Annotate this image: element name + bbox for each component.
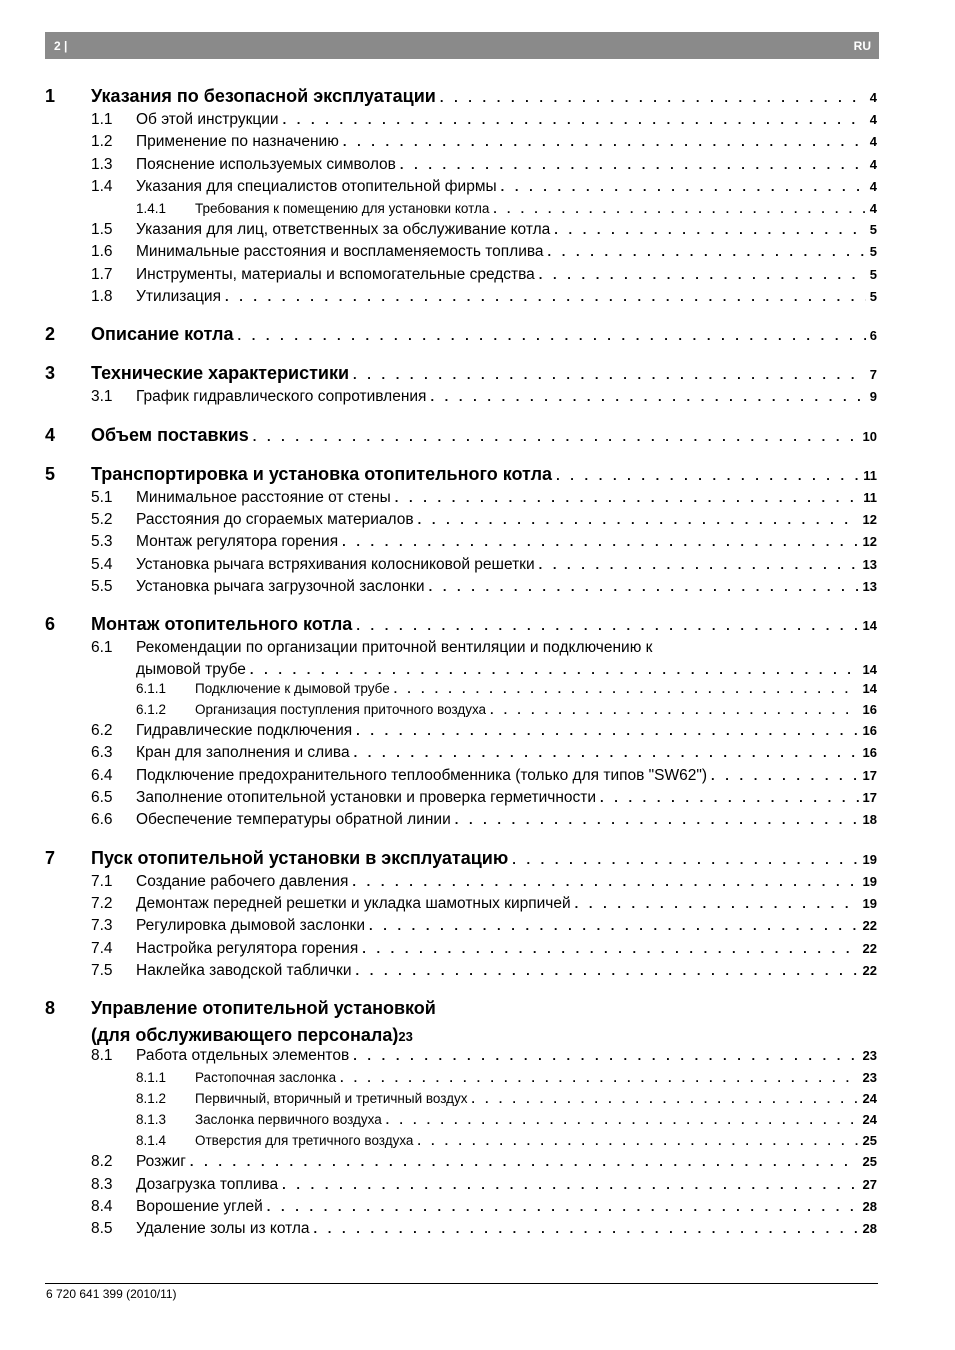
toc-entry-8-1[interactable]: [45, 1046, 877, 1068]
toc-title: Технические характеристики: [91, 363, 350, 384]
toc-leader-dots: [394, 682, 859, 696]
toc-number: 4: [45, 424, 56, 445]
toc-page-number: 14: [862, 662, 877, 678]
toc-leader-dots: [225, 289, 866, 304]
toc-entry-8-2[interactable]: [45, 1152, 877, 1174]
toc-number: 8: [45, 998, 56, 1019]
toc-leader-dots: [490, 703, 858, 717]
toc-title: Удаление золы из котла: [136, 1220, 310, 1238]
toc-number: 1.1: [91, 111, 113, 128]
toc-leader-dots: [548, 244, 866, 259]
toc-leader-dots: [343, 134, 866, 149]
toc-title: Обеспечение температуры обратной линии: [136, 811, 451, 829]
toc-page-number: 16: [862, 723, 877, 739]
toc-page-number: 10: [862, 428, 877, 444]
toc-entry-2[interactable]: [45, 322, 877, 348]
toc-number: 1: [45, 86, 56, 106]
toc-page-number: 6: [869, 328, 877, 344]
toc-leader-dots: [400, 157, 866, 172]
toc-entry-7-3[interactable]: [45, 916, 877, 938]
toc-leader-dots: [430, 389, 865, 404]
toc-number: 5: [45, 463, 56, 484]
toc-leader-dots: [314, 1221, 859, 1236]
toc-title: График гидравлического сопротивления: [136, 388, 427, 406]
toc-title: Расстояния до сгораемых материалов: [136, 510, 414, 528]
toc-number: 7.1: [91, 872, 113, 890]
toc-entry-5-5[interactable]: [45, 577, 877, 599]
toc-title: Указания по безопасной эксплуатации: [91, 86, 436, 106]
toc-title: Настройка регулятора горения: [136, 939, 359, 957]
toc-entry-8-5[interactable]: [45, 1219, 877, 1241]
toc-leader-dots: [395, 490, 859, 505]
toc-title: Объем поставкиs: [91, 424, 249, 445]
toc-entry-8-1-4[interactable]: [45, 1131, 877, 1152]
toc-page-number: 16: [862, 702, 877, 718]
toc-leader-dots: [455, 812, 859, 827]
toc-page-number: 19: [862, 851, 877, 867]
toc-page-number: 4: [869, 178, 877, 194]
toc-number: 7.3: [91, 917, 113, 935]
toc-page-number: 23: [862, 1070, 877, 1086]
toc-entry-7-4[interactable]: [45, 939, 877, 961]
toc-leader-dots: [353, 1048, 858, 1063]
toc-leader-dots: [539, 267, 866, 282]
toc-number: 1.2: [91, 133, 113, 151]
toc-title: Дозагрузка топлива: [136, 1175, 279, 1193]
toc-leader-dots: [250, 662, 859, 677]
toc-page-number: 4: [869, 112, 877, 127]
table-of-contents: [45, 84, 877, 1242]
toc-number: 8.3: [91, 1175, 113, 1193]
toc-entry-5-4[interactable]: [45, 555, 877, 577]
toc-page-number: 4: [869, 201, 877, 217]
toc-entry-6-1-2[interactable]: [45, 700, 877, 721]
toc-leader-dots: [539, 557, 859, 572]
toc-title: Демонтаж передней решетки и укладка шамотных кирпичей: [136, 894, 571, 912]
toc-number: 7.5: [91, 961, 113, 979]
toc-entry-4[interactable]: [45, 423, 877, 449]
toc-number: 5.4: [91, 555, 113, 573]
toc-number: 6.5: [91, 789, 113, 807]
toc-page-number: 25: [862, 1154, 877, 1170]
toc-page-number: 13: [862, 556, 877, 572]
toc-leader-dots: [554, 222, 866, 237]
toc-title: Монтаж отопительного котла: [91, 614, 353, 635]
toc-title: Инструменты, материалы и вспомогательные средства: [136, 265, 535, 283]
toc-title: Отверстия для третичного воздуха: [195, 1133, 414, 1149]
toc-entry-6-4[interactable]: [45, 766, 877, 788]
toc-leader-dots: [493, 202, 865, 216]
toc-title: Об этой инструкции: [136, 111, 279, 128]
toc-number: 7: [45, 847, 56, 868]
toc-entry-6-1-1[interactable]: [45, 679, 877, 700]
toc-title: Пуск отопительной установки в эксплуатацию: [91, 847, 509, 868]
toc-entry-6-5[interactable]: [45, 788, 877, 810]
toc-title: Указания для специалистов отопительной фирмы: [136, 177, 497, 195]
toc-entry-5[interactable]: [45, 462, 877, 488]
toc-page-number: 5: [869, 244, 877, 260]
toc-title: Утилизация: [136, 288, 221, 306]
toc-title: Заслонка первичного воздуха: [195, 1112, 382, 1128]
toc-number: 1.7: [91, 265, 113, 283]
toc-title: Регулировка дымовой заслонки: [136, 917, 365, 935]
toc-title-line1: Рекомендации по организации приточной вентиляции и подключению к: [136, 639, 653, 657]
toc-title: дымовой трубе: [136, 661, 246, 679]
toc-page-number: 11: [863, 489, 877, 505]
toc-page-number: 14: [862, 681, 877, 697]
toc-title: Минимальное расстояние от стены: [136, 488, 391, 506]
toc-leader-dots: [342, 534, 858, 549]
toc-number: 1.6: [91, 243, 113, 261]
toc-title: Кран для заполнения и слива: [136, 744, 350, 762]
toc-entry-7-5[interactable]: [45, 961, 877, 983]
toc-leader-dots: [356, 723, 858, 738]
toc-entry-8[interactable]: [45, 996, 877, 1046]
toc-number: 6.2: [91, 722, 113, 740]
toc-entry-7[interactable]: [45, 846, 877, 872]
toc-leader-dots: [253, 429, 859, 444]
toc-page-number: 27: [862, 1176, 877, 1192]
toc-number: 6.1: [91, 639, 113, 657]
toc-page-number: 18: [862, 812, 877, 828]
toc-page-number: 5: [869, 289, 877, 305]
toc-leader-dots: [512, 852, 858, 867]
toc-leader-dots: [283, 112, 866, 127]
toc-page-number: 7: [869, 367, 877, 383]
toc-number: 6: [45, 614, 56, 635]
toc-entry-1-3[interactable]: [45, 155, 877, 177]
toc-title: Наклейка заводской таблички: [136, 961, 352, 979]
toc-entry-8-1-1[interactable]: [45, 1068, 877, 1089]
toc-title: Требования к помещению для установки котла: [195, 201, 490, 217]
toc-title: Заполнение отопительной установки и проверка герметичности: [136, 789, 597, 807]
toc-title: Указания для лиц, ответственных за обслуживание котла: [136, 221, 551, 239]
toc-page-number: 17: [862, 790, 877, 806]
toc-leader-dots: [711, 768, 858, 783]
page-number: 2 |: [54, 39, 68, 53]
toc-leader-dots: [356, 963, 859, 978]
toc-number: 5.2: [91, 510, 113, 528]
toc-leader-dots: [362, 941, 858, 956]
toc-page-number: 28: [862, 1221, 877, 1237]
toc-number: 6.6: [91, 811, 113, 829]
toc-leader-dots: [440, 90, 866, 105]
toc-number: 8.1.1: [136, 1070, 167, 1086]
toc-leader-dots: [472, 1092, 859, 1106]
toc-entry-3-1[interactable]: [45, 387, 877, 409]
toc-title: Минимальные расстояния и воспламеняемость топлива: [136, 243, 544, 261]
toc-entry-7-2[interactable]: [45, 894, 877, 916]
toc-page-number: 13: [862, 578, 877, 594]
toc-title: Применение по назначению: [136, 133, 339, 151]
toc-entry-5-2[interactable]: [45, 510, 877, 532]
toc-number: 6.1.2: [136, 702, 167, 718]
toc-title: Растопочная заслонка: [195, 1070, 337, 1086]
toc-leader-dots: [267, 1199, 859, 1214]
toc-leader-dots: [575, 896, 859, 911]
toc-page-number: 4: [869, 134, 877, 150]
toc-title: Подключение предохранительного теплообменника (только для типов "SW62"): [136, 766, 708, 784]
toc-page-number: 19: [862, 895, 877, 911]
toc-page-number: 24: [862, 1112, 877, 1128]
toc-leader-dots: [282, 1177, 858, 1192]
toc-entry-1-8[interactable]: [45, 287, 877, 309]
toc-number: 6.1.1: [136, 681, 167, 697]
toc-page-number: 12: [862, 511, 877, 527]
toc-page-number: 24: [862, 1091, 877, 1107]
toc-page-number: 16: [862, 745, 877, 761]
toc-title: Гидравлические подключения: [136, 722, 353, 740]
toc-page-number: 22: [862, 940, 877, 956]
toc-title: Первичный, вторичный и третичный воздух: [195, 1091, 468, 1107]
toc-page-number: 5: [869, 222, 877, 238]
toc-title: (для обслуживающего персонала): [91, 1025, 399, 1046]
toc-entry-1[interactable]: [45, 84, 877, 110]
toc-page-number: 23: [398, 1029, 413, 1045]
toc-page-number: 22: [862, 962, 877, 978]
toc-number: 1.8: [91, 288, 113, 306]
toc-leader-dots: [369, 918, 859, 933]
toc-number: 5.3: [91, 533, 113, 551]
toc-entry-6-6[interactable]: [45, 810, 877, 832]
toc-entry-1-2[interactable]: [45, 132, 877, 154]
toc-page-number: 23: [862, 1048, 877, 1064]
toc-number: 8.4: [91, 1198, 113, 1216]
toc-number: 6.3: [91, 744, 113, 762]
toc-entry-1-7[interactable]: [45, 265, 877, 287]
toc-entry-6[interactable]: [45, 612, 877, 638]
toc-number: 8.1.4: [136, 1133, 167, 1149]
toc-title: Монтаж регулятора горения: [136, 533, 339, 551]
toc-leader-dots: [501, 179, 866, 194]
document-number: 6 720 641 399 (2010/11): [46, 1287, 177, 1301]
toc-number: 8.2: [91, 1153, 113, 1171]
toc-leader-dots: [352, 874, 858, 889]
toc-page-number: 22: [862, 918, 877, 934]
toc-entry-1-4[interactable]: [45, 177, 877, 199]
toc-number: 5.1: [91, 488, 113, 506]
toc-entry-1-6[interactable]: [45, 242, 877, 264]
toc-number: 8.1.3: [136, 1112, 167, 1128]
toc-leader-dots: [190, 1154, 859, 1169]
toc-title: Подключение к дымовой трубе: [195, 681, 390, 697]
toc-title: Работа отдельных элементов: [136, 1047, 350, 1065]
toc-entry-6-2[interactable]: [45, 721, 877, 743]
toc-title: Транспортировка и установка отопительного котла: [91, 463, 553, 484]
toc-number: 6.4: [91, 766, 113, 784]
toc-page-number: 12: [862, 534, 877, 550]
toc-entry-8-3[interactable]: [45, 1175, 877, 1197]
toc-page-number: 11: [863, 467, 877, 483]
toc-page-number: 25: [862, 1133, 877, 1149]
toc-title: Пояснение используемых символов: [136, 155, 396, 173]
toc-entry-1-4-1[interactable]: [45, 199, 877, 220]
toc-title: Описание котла: [91, 324, 234, 345]
toc-number: 7.4: [91, 939, 113, 957]
toc-number: 1.3: [91, 155, 113, 173]
toc-entry-1-5[interactable]: [45, 220, 877, 242]
toc-title-line1: Управление отопительной установкой: [91, 998, 436, 1019]
toc-entry-7-1[interactable]: [45, 872, 877, 894]
toc-title: Ворошение углей: [136, 1198, 263, 1216]
toc-page-number: 28: [862, 1199, 877, 1215]
toc-leader-dots: [386, 1113, 859, 1127]
toc-title: Установка рычага встряхивания колосниковой решетки: [136, 555, 535, 573]
toc-leader-dots: [429, 579, 859, 594]
toc-page-number: 19: [862, 873, 877, 889]
toc-number: 5.5: [91, 577, 113, 595]
toc-number: 2: [45, 324, 56, 345]
toc-page-number: 4: [869, 156, 877, 172]
toc-entry-8-4[interactable]: [45, 1197, 877, 1219]
toc-leader-dots: [418, 512, 859, 527]
toc-number: 8.1.2: [136, 1091, 167, 1107]
toc-entry-8-1-2[interactable]: [45, 1089, 877, 1110]
toc-entry-6-1[interactable]: [45, 638, 877, 679]
toc-leader-dots: [556, 468, 859, 483]
language-code: RU: [853, 39, 871, 53]
toc-entry-5-3[interactable]: [45, 532, 877, 554]
toc-title: Розжиг: [136, 1153, 186, 1171]
toc-entry-5-1[interactable]: [45, 488, 877, 510]
toc-entry-3[interactable]: [45, 361, 877, 387]
toc-page-number: 5: [869, 266, 877, 282]
toc-entry-6-3[interactable]: [45, 743, 877, 765]
toc-title: Создание рабочего давления: [136, 872, 349, 890]
toc-entry-1-1[interactable]: [45, 110, 877, 132]
toc-number: 8.5: [91, 1220, 113, 1238]
toc-number: 7.2: [91, 894, 113, 912]
toc-leader-dots: [356, 618, 858, 633]
toc-leader-dots: [417, 1134, 858, 1148]
toc-number: 3: [45, 363, 56, 384]
toc-number: 1.4: [91, 177, 113, 195]
toc-number: 1.4.1: [136, 201, 167, 217]
toc-number: 1.5: [91, 221, 113, 239]
page-header-bar: [45, 32, 879, 59]
toc-entry-8-1-3[interactable]: [45, 1110, 877, 1131]
toc-title: Организация поступления приточного воздуха: [195, 702, 487, 718]
footer-divider: [45, 1283, 878, 1284]
toc-page-number: 9: [869, 389, 877, 405]
toc-leader-dots: [600, 790, 859, 805]
toc-title: Установка рычага загрузочной заслонки: [136, 577, 425, 595]
toc-page-number: 17: [862, 767, 877, 783]
toc-leader-dots: [340, 1071, 858, 1085]
toc-leader-dots: [353, 367, 866, 382]
toc-leader-dots: [354, 745, 859, 760]
toc-leader-dots: [237, 328, 865, 343]
toc-page-number: 4: [869, 90, 877, 105]
toc-number: 8.1: [91, 1047, 113, 1065]
toc-page-number: 14: [862, 618, 877, 634]
toc-number: 3.1: [91, 388, 113, 406]
